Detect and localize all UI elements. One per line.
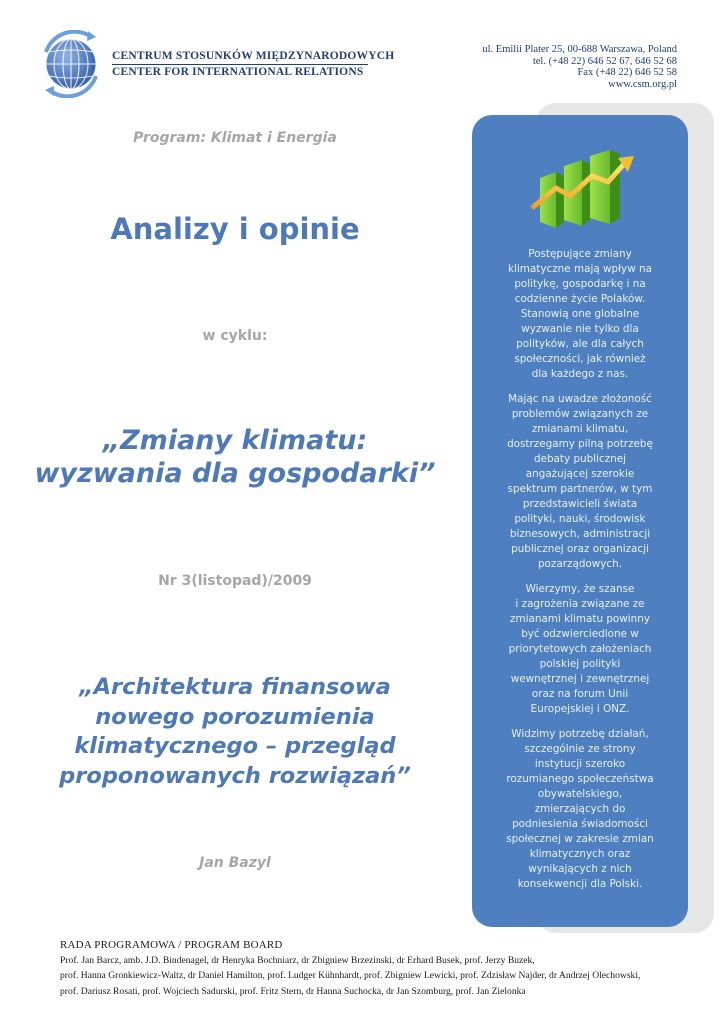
program-board-line: Prof. Jan Barcz, amb. J.D. Bindenagel, dr Henryka Bochniarz, dr Zbigniew Brzezinski, dr Erhard Busek, prof. Jerzy Buzek, — [60, 955, 535, 966]
paper-title — [0, 673, 470, 791]
org-name-en: CENTER FOR INTERNATIONAL RELATIONS — [112, 66, 364, 78]
fax: Fax (+48 22) 646 52 58 — [577, 67, 677, 78]
program-board-line: prof. Hanna Gronkiewicz-Waltz, dr Daniel Hamilton, prof. Ludger Kühnhardt, prof. Zbigniew Lewicki, prof. Zdzisław Najder, dr Andrzej Olechowski, — [60, 970, 641, 982]
sidebar-paragraph: Wierzymy, że szanse i zagrożenia związane ze zmianami klimatu powinny być odzwierciedlone w priorytetowych założeniach polskiej polityki wewnętrznej i zewnętrznej oraz na forum Unii Europejskiej i ONZ. — [508, 583, 652, 715]
main-title: Analizy i opinie — [110, 212, 360, 246]
sidebar-paragraph: Postępujące zmiany klimatyczne mają wpływ na politykę, gospodarkę i na codzienne życie Polaków. Stanowią one globalne wyzwanie nie tylko dla polityków, ale dla całych społeczności, jak również dla każdego z nas. — [508, 248, 652, 380]
paper-title-line: nowego porozumienia — [95, 703, 375, 730]
divider — [112, 64, 368, 65]
program-board-heading: RADA PROGRAMOWA / PROGRAM BOARD — [60, 939, 283, 951]
series-intro: w cyklu: — [202, 328, 268, 344]
series-title-line: wyzwania dla gospodarki” — [34, 458, 436, 489]
sidebar-text — [478, 247, 682, 902]
paper-title-line: „Architektura finansowa — [79, 674, 391, 700]
series-title — [0, 424, 470, 490]
issue-number: Nr 3(listopad)/2009 — [158, 573, 312, 589]
paper-title-line: klimatycznego – przegląd — [74, 733, 396, 759]
program-board-members — [60, 953, 700, 999]
globe-logo-icon — [38, 30, 104, 98]
growth-chart-icon — [530, 148, 636, 230]
org-name-pl: CENTRUM STOSUNKÓW MIĘDZYNARODOWYCH — [112, 50, 395, 62]
program-label: Program: Klimat i Energia — [133, 130, 337, 146]
paper-title-line: proponowanych rozwiązań” — [59, 762, 411, 789]
sidebar-paragraph: Mając na uwadze złożoność problemów związanych ze zmianami klimatu, dostrzegamy pilną potrzebę debaty publicznej angażującej szerokie spektrum partnerów, w tym przedstawicieli świata polityki, nauki, środowisk biznesowych, administracji publicznej oraz organizacji pozarządowych. — [507, 393, 653, 570]
program-board — [60, 939, 700, 999]
contact-block — [482, 44, 677, 90]
sidebar-paragraph: Widzimy potrzebę działań, szczególnie ze strony instytucji szeroko rozumianego społeczeństwa obywatelskiego, zmierzających do podniesienia świadomości społecznej w zakresie zmian klimatycznych oraz wynikających z nich konsekwencji dla Polski. — [506, 728, 654, 890]
program-board-line: prof. Dariusz Rosati, prof. Wojciech Sadurski, prof. Fritz Stern, dr Hanna Suchocka, dr Jan Szomburg, prof. Jan Zielonka — [60, 985, 526, 997]
series-title-line: „Zmiany klimatu: — [102, 425, 368, 456]
author-name: Jan Bazyl — [199, 855, 271, 871]
telephone: tel. (+48 22) 646 52 67, 646 52 68 — [532, 55, 677, 67]
address: ul. Emilii Plater 25, 00-688 Warszawa, Poland — [482, 44, 677, 55]
website-link[interactable]: www.csm.org.pl — [608, 78, 677, 90]
